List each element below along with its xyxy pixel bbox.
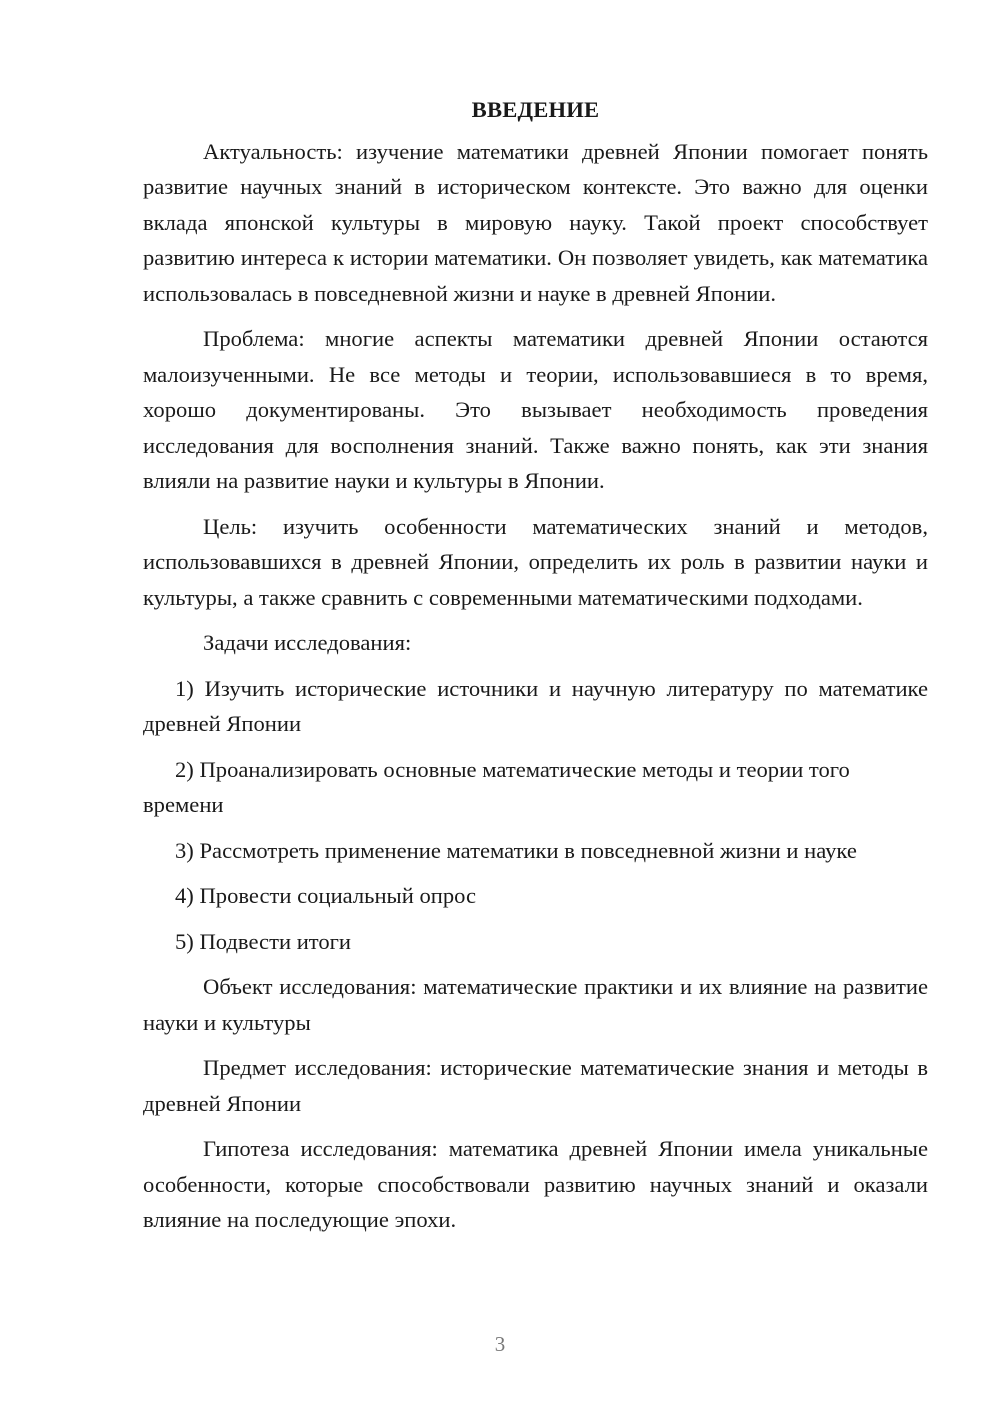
paragraph-subject: Предмет исследования: исторические математические знания и методы в древней Японии [143,1055,928,1116]
section-heading: ВВЕДЕНИЕ [471,97,600,122]
paragraph-problem: Проблема: многие аспекты математики древней Японии остаются малоизученными. Не все методы и теории, использовавшиеся в то время, хорошо документированы. Это вызывает необходимость проведения исследования для восполнения знаний. Также важно понять, как эти знания влияли на развитие науки и культуры в Японии. [143,326,928,493]
paragraph-relevance: Актуальность: изучение математики древней Японии помогает понять развитие научных знаний в историческом контексте. Это важно для оценки вклада японской культуры в мировую науку. Такой проект способствует развитию интереса к истории математики. Он позволяет увидеть, как математика использовалась в повседневной жизни и науке в древней Японии. [143,138,928,306]
tasks-heading: Задачи исследования: [203,630,412,655]
paragraph-goal: Цель: изучить особенности математических знаний и методов, использовавшихся в древней Японии, определить их роль в развитии науки и культуры, а также сравнить с современными математическими подходами. [143,513,928,610]
task-item: 5) Подвести итоги [175,928,352,954]
paragraph-hypothesis: Гипотеза исследования: математика древней Японии имела уникальные особенности, которые способствовали развитию научных знаний и оказали влияние на последующие эпохи. [143,1136,928,1232]
task-item: 1) Изучить исторические источники и научную литературу по математике древней Японии [143,675,928,736]
task-item: 4) Провести социальный опрос [175,883,477,908]
task-item: 2) Проанализировать основные математические методы и теории того времени [143,756,850,817]
task-item: 3) Рассмотреть применение математики в повседневной жизни и науке [175,837,857,863]
page-number: 3 [494,1332,506,1356]
paragraph-object: Объект исследования: математические практики и их влияние на развитие науки и культуры [143,974,928,1035]
document-page [143,92,928,1248]
